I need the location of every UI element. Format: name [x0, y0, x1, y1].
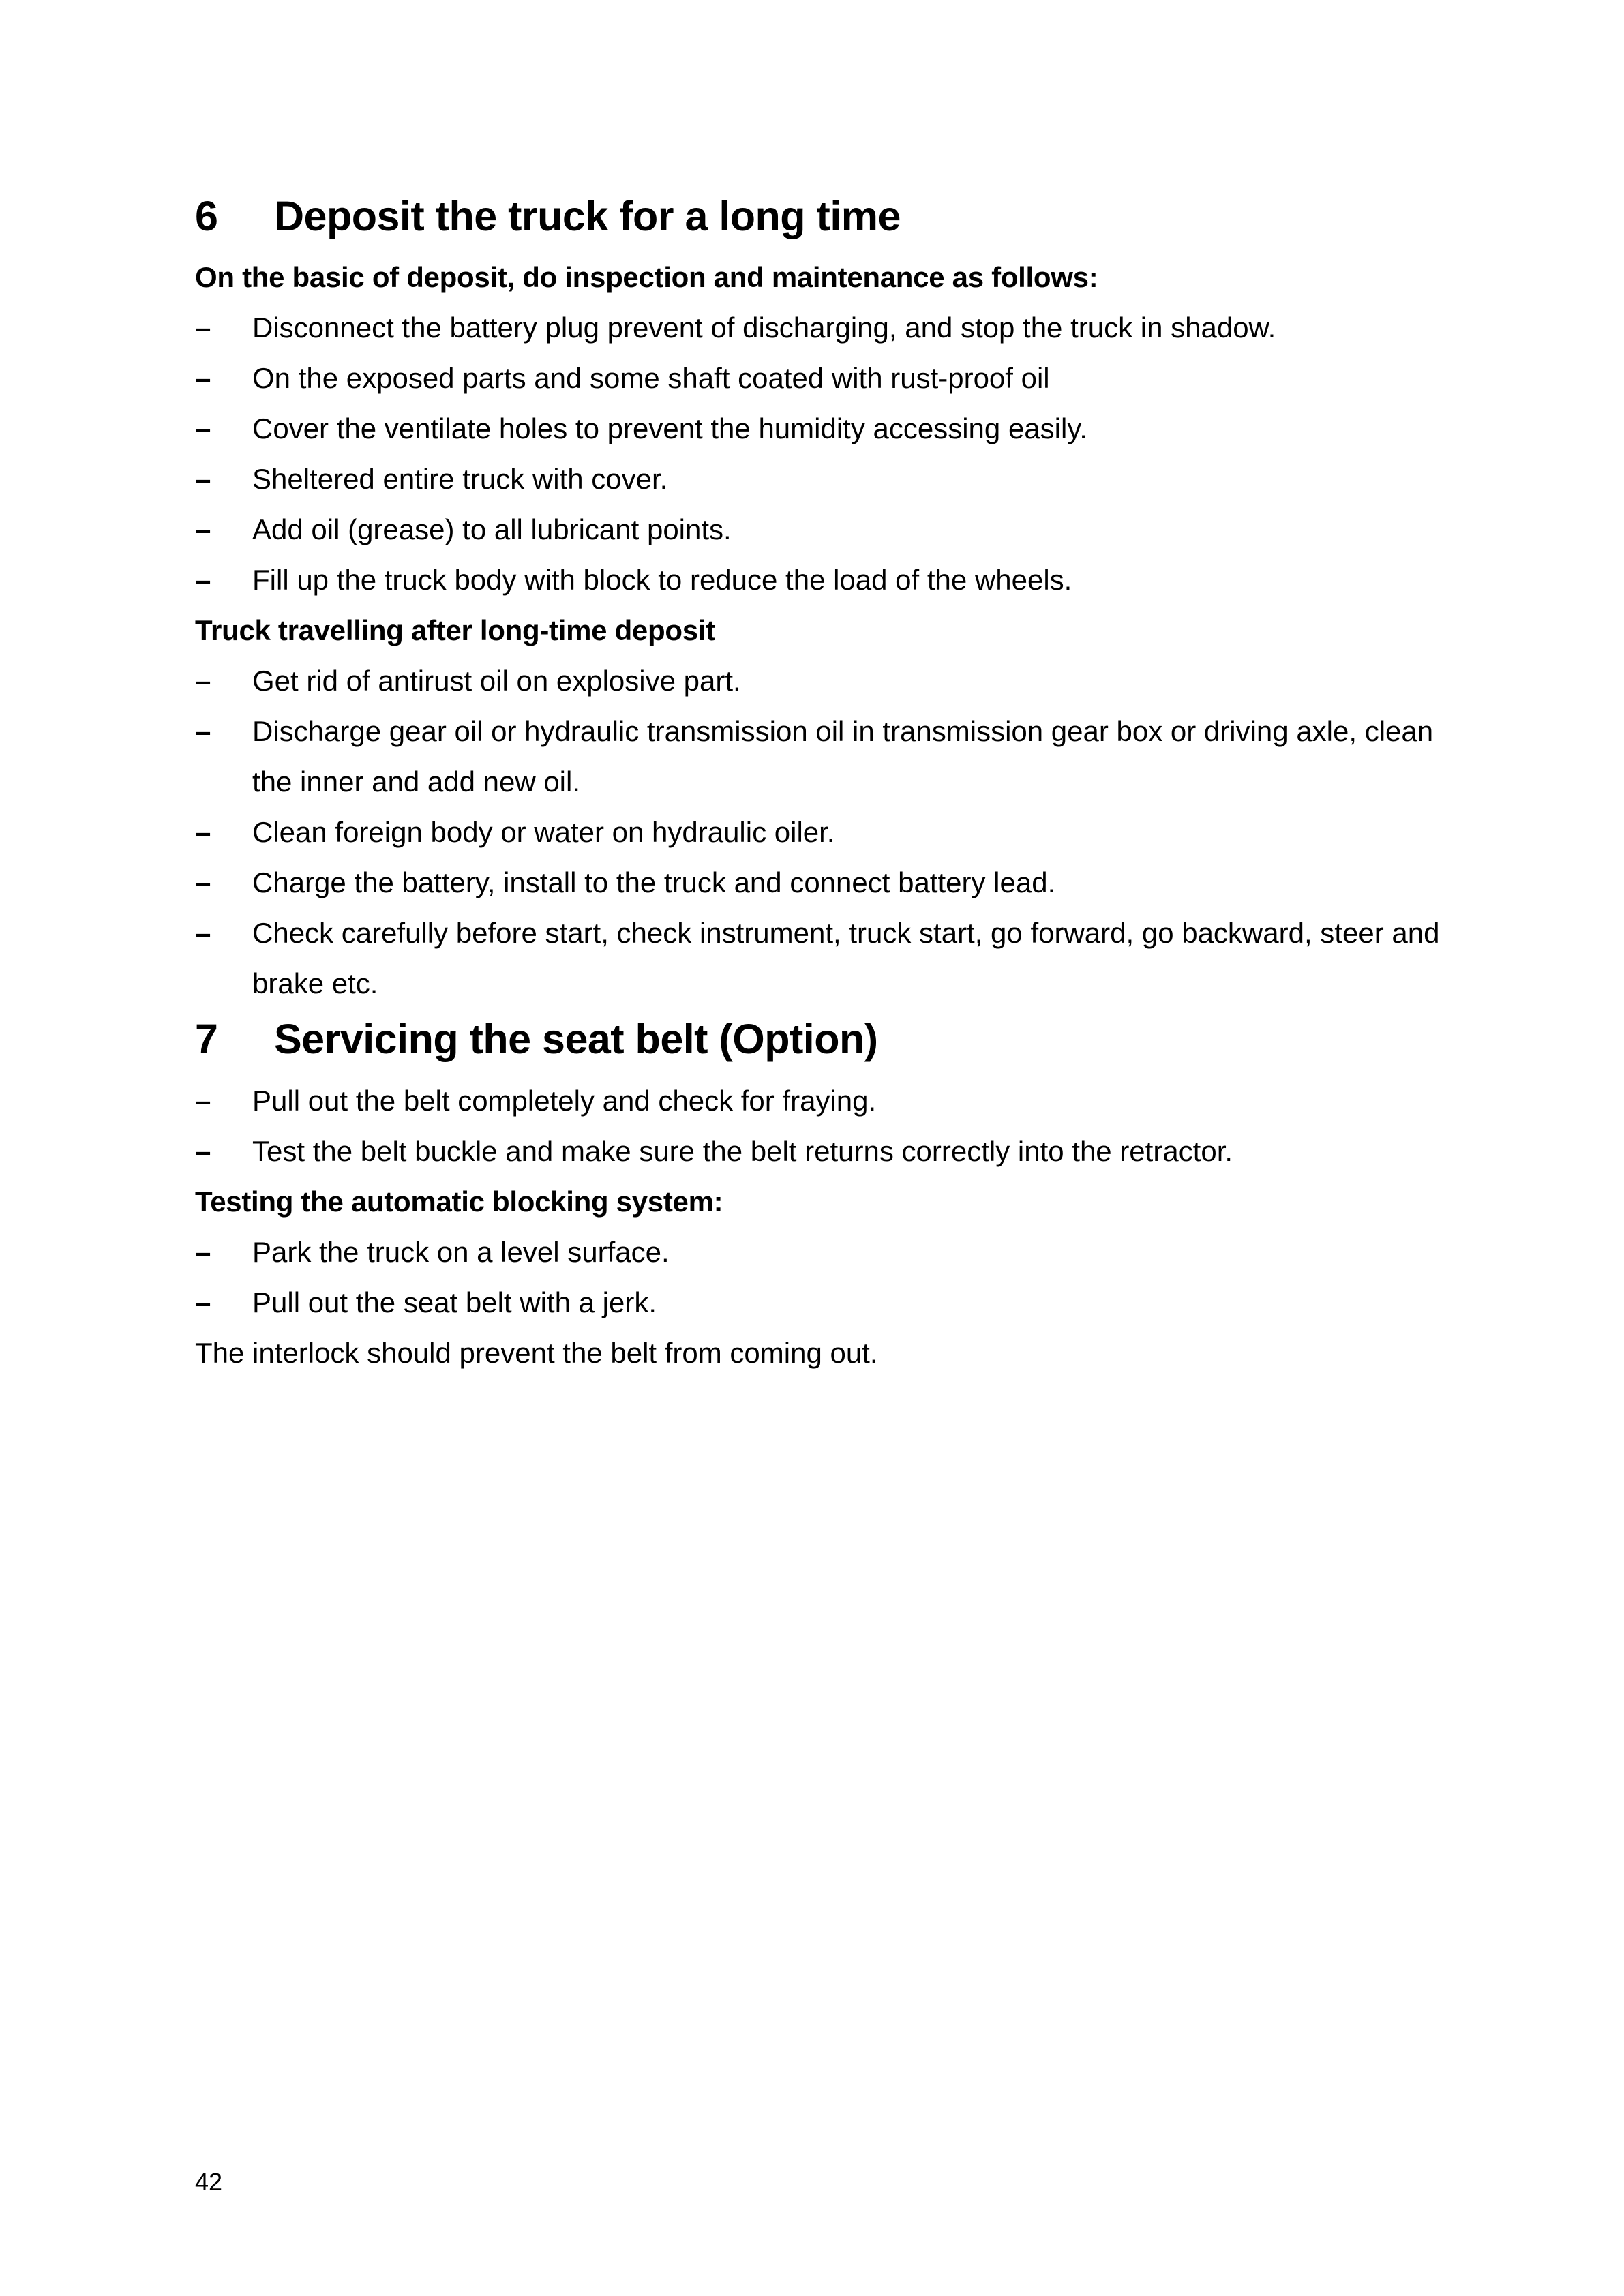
list-item-text: Fill up the truck body with block to reduce the load of the wheels. — [252, 564, 1072, 596]
list-item — [195, 908, 1456, 1009]
bullet-dash: – — [195, 1135, 211, 1167]
bullet-dash: – — [195, 665, 211, 697]
subheading: Testing the automatic blocking system: — [195, 1185, 723, 1218]
bullet-dash: – — [195, 564, 211, 596]
list-item-text: Cover the ventilate holes to prevent the humidity accessing easily. — [252, 412, 1087, 444]
list-item — [195, 1076, 1456, 1126]
document-page — [195, 192, 1456, 1378]
list-item-text: Pull out the belt completely and check for fraying. — [252, 1085, 877, 1117]
bullet-dash: – — [195, 1286, 211, 1318]
section-title: Servicing the seat belt (Option) — [274, 1016, 878, 1062]
list-item-text: Discharge gear oil or hydraulic transmission oil in transmission gear box or driving axle, clean the inner and add new oil. — [252, 715, 1434, 798]
bullet-dash: – — [195, 312, 211, 344]
section-number: 7 — [195, 1016, 218, 1062]
list-item-text: Pull out the seat belt with a jerk. — [252, 1286, 657, 1318]
bullet-dash: – — [195, 866, 211, 898]
list-item — [195, 1227, 1456, 1278]
list-item — [195, 1126, 1456, 1177]
list-item-text: Sheltered entire truck with cover. — [252, 463, 668, 495]
bullet-dash: – — [195, 1236, 211, 1268]
bullet-list — [195, 1227, 1456, 1328]
list-item-text: Get rid of antirust oil on explosive part. — [252, 665, 741, 697]
list-item-text: Clean foreign body or water on hydraulic oiler. — [252, 816, 835, 848]
section-heading-6 — [195, 192, 1456, 241]
bullet-dash: – — [195, 715, 211, 747]
bullet-dash: – — [195, 412, 211, 444]
list-item — [195, 807, 1456, 858]
subheading: Truck travelling after long-time deposit — [195, 614, 715, 646]
list-item — [195, 555, 1456, 605]
list-item-text: Add oil (grease) to all lubricant points. — [252, 513, 732, 545]
section-title: Deposit the truck for a long time — [274, 193, 901, 239]
list-item — [195, 706, 1456, 807]
list-item-text: Park the truck on a level surface. — [252, 1236, 670, 1268]
bullet-list — [195, 656, 1456, 1009]
bullet-dash: – — [195, 1085, 211, 1117]
bullet-list — [195, 1076, 1456, 1177]
list-item — [195, 454, 1456, 504]
bullet-list — [195, 303, 1456, 605]
list-item — [195, 303, 1456, 353]
bullet-dash: – — [195, 362, 211, 394]
list-item-text: Check carefully before start, check instrument, truck start, go forward, go backward, steer and brake etc. — [252, 917, 1440, 999]
section-number: 6 — [195, 193, 218, 239]
list-item — [195, 858, 1456, 908]
list-item — [195, 656, 1456, 706]
page-number: 42 — [195, 2168, 223, 2196]
list-item-text: On the exposed parts and some shaft coated with rust-proof oil — [252, 362, 1050, 394]
list-item-text: Disconnect the battery plug prevent of discharging, and stop the truck in shadow. — [252, 312, 1276, 344]
bullet-dash: – — [195, 917, 211, 949]
subheading: On the basic of deposit, do inspection and maintenance as follows: — [195, 261, 1098, 293]
bullet-dash: – — [195, 513, 211, 545]
section-heading-7 — [195, 1014, 1456, 1063]
list-item — [195, 353, 1456, 404]
list-item — [195, 1278, 1456, 1328]
list-item-text: Charge the battery, install to the truck and connect battery lead. — [252, 866, 1056, 898]
list-item-text: Test the belt buckle and make sure the belt returns correctly into the retractor. — [252, 1135, 1233, 1167]
paragraph: The interlock should prevent the belt from coming out. — [195, 1337, 878, 1369]
bullet-dash: – — [195, 463, 211, 495]
bullet-dash: – — [195, 816, 211, 848]
list-item — [195, 404, 1456, 454]
list-item — [195, 504, 1456, 555]
